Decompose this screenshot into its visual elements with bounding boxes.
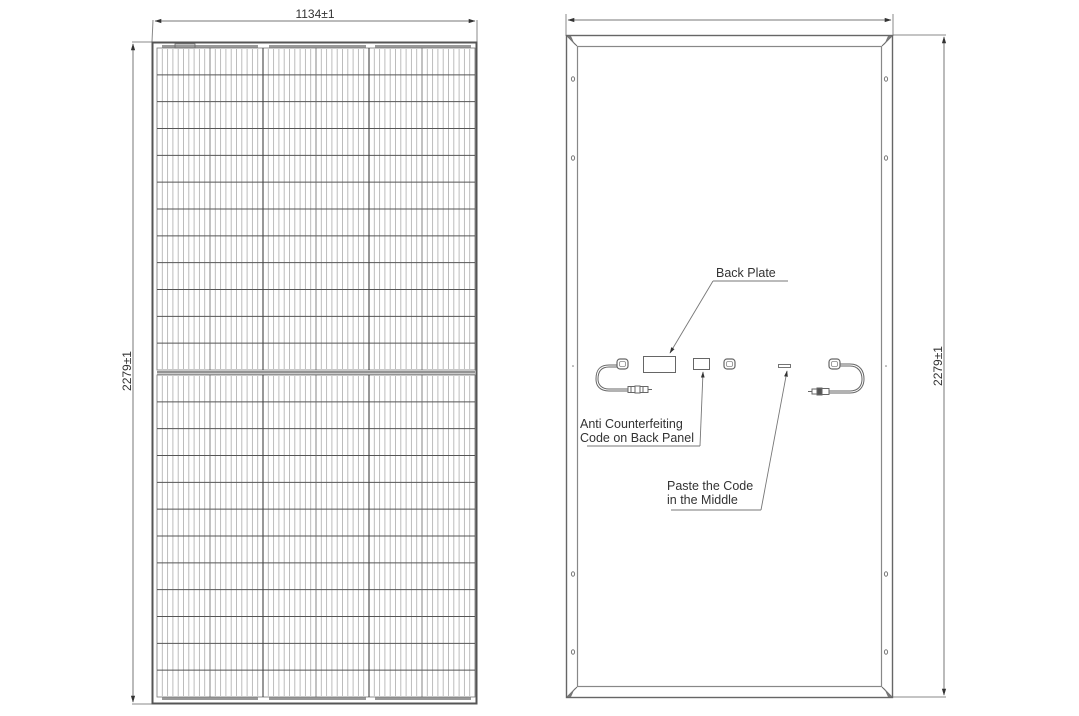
busbar-bottom-1 [162,697,258,700]
back-plate [644,357,676,373]
front-frame [153,43,477,704]
anti-counterfeit-code-box [694,359,710,370]
anti-counterfeit-label-line1: Anti Counterfeiting [580,417,683,431]
junction-box-icon [724,359,735,369]
width-dimension-label: 1134±1 [295,7,335,21]
height-dimension-label-back: 2279±1 [931,346,945,386]
height-dimension-label-front: 2279±1 [120,351,134,391]
paste-code-label-line1: Paste the Code [667,479,754,493]
width-dimension-back [566,14,893,36]
height-dimension-back [893,35,946,697]
back-plate-label: Back Plate [716,266,776,280]
width-dimension [152,7,477,42]
solar-cell-grid [157,48,475,697]
back-view [566,14,946,698]
height-dimension-front [120,42,152,704]
code-slot [779,365,791,368]
front-view [120,7,477,704]
busbar-top-1 [162,45,258,48]
anti-counterfeit-label-line2: Code on Back Panel [580,431,694,445]
paste-code-label-line2: in the Middle [667,493,738,507]
